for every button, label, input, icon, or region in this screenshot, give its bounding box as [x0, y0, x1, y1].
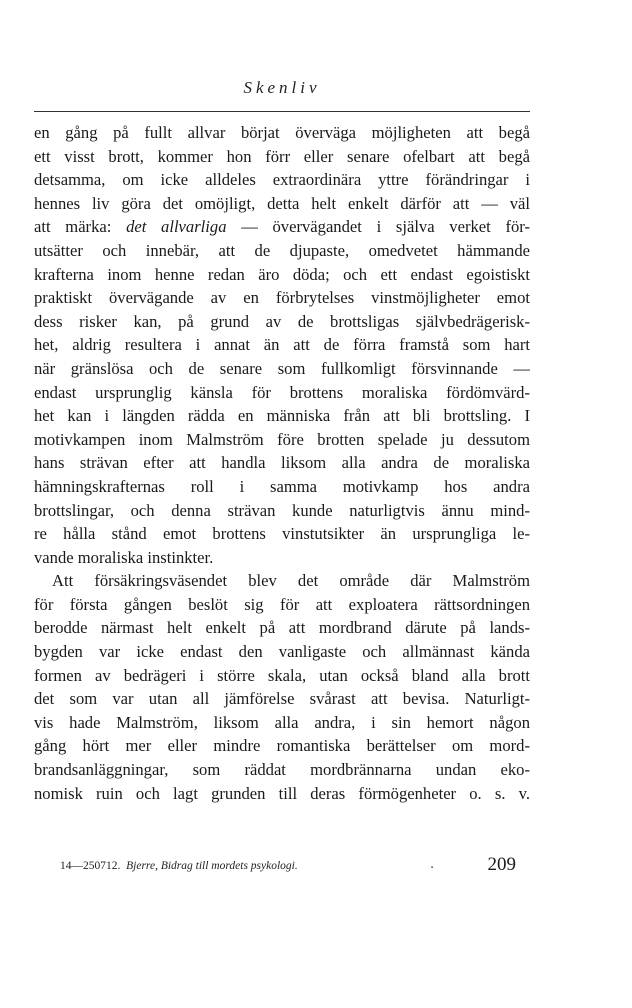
paragraph-start-line: Att försäkringsväsendet blev det område där Malmström — [52, 571, 530, 591]
text-line: hans strävan efter att handla liksom alla andra de moraliska — [34, 453, 530, 473]
text-line: formen av bedrägeri i större skala, utan också bland alla brott — [34, 665, 530, 685]
text-line: brandsanläggningar, som räddat mordbrännarna undan eko- — [34, 760, 530, 780]
text-line: motivkampen inom Malmström före brotten spelade ju dessutom — [34, 429, 530, 449]
text-line: gång hört mer eller mindre romantiska berättelser om mord- — [34, 736, 530, 756]
signature-author: Bjerre, — [126, 860, 158, 872]
text-line: ett visst brott, kommer hon förr eller senare ofelbart att begå — [34, 146, 530, 166]
text-line: brottslingar, och denna strävan kunde naturligtvis ännu mind- — [34, 500, 530, 520]
printer-signature — [60, 860, 298, 872]
text-line: bygden var icke endast den vanligaste och allmännast kända — [34, 642, 530, 662]
text-line: hennes liv göra det omöjligt, detta helt enkelt därför att — väl — [34, 193, 530, 213]
text-line: praktiskt övervägande av en förbrytelses vinstmöjligheter emot — [34, 288, 530, 308]
text-line: het, aldrig resultera i annat än att de förra framstå som hart — [34, 335, 530, 355]
text-line: berodde närmast helt enkelt på att mordbrand därute på lands- — [34, 618, 530, 638]
text-line: för första gången beslöt sig för att exploatera rättsordningen — [34, 594, 530, 614]
text-line: detsamma, om icke alldeles extraordinära yttre förändringar i — [34, 170, 530, 190]
page-number: 209 — [487, 854, 516, 875]
text-line-with-emphasis — [34, 215, 530, 239]
text-line: utsätter och innebär, att de djupaste, omedvetet hämmande — [34, 240, 530, 260]
signature-title: Bidrag till mordets psykologi. — [160, 860, 298, 872]
text-line: när gränslösa och de senare som fullkomligt försvinnande — — [34, 358, 530, 378]
text-line: re hålla stånd emot brottens vinstutsikter än ursprungliga le- — [34, 524, 530, 544]
emphasized-phrase: det allvarliga — [126, 217, 227, 237]
text-line: endast ursprunglig känsla för brottens moraliska fördömvärd- — [34, 382, 530, 402]
paragraph-end-line: vande moraliska instinkter. — [34, 547, 214, 567]
page-header — [34, 78, 530, 98]
text-line: det som var utan all jämförelse svårast att bevisa. Naturligt- — [34, 689, 530, 709]
text-line: nomisk ruin och lagt grunden till deras förmögenheter o. s. v. — [34, 783, 530, 803]
text-line: en gång på fullt allvar börjat överväga möjligheten att begå — [34, 123, 530, 142]
text-line: het kan i längden rädda en människa från att bli brottsling. I — [34, 406, 530, 426]
footer-mark: . — [430, 857, 435, 872]
text-line: krafterna inom henne redan äro döda; och ett endast egoistiskt — [34, 264, 530, 284]
text-line: dess risker kan, på grund av de brottsligas självbedrägerisk- — [34, 311, 530, 331]
text-segment: — övervägandet i själva verket för- — [226, 217, 531, 237]
text-line: vis hade Malmström, liksom alla andra, i sin hemort någon — [34, 712, 530, 732]
text-segment: att märka: — [34, 217, 127, 237]
text-line: hämningskrafternas roll i samma motivkamp hos andra — [34, 476, 530, 496]
running-title: Skenliv — [243, 78, 321, 97]
page-footer — [60, 854, 516, 880]
header-rule — [34, 111, 530, 112]
signature-code: 14—250712. — [60, 860, 121, 872]
body-text — [34, 121, 530, 805]
